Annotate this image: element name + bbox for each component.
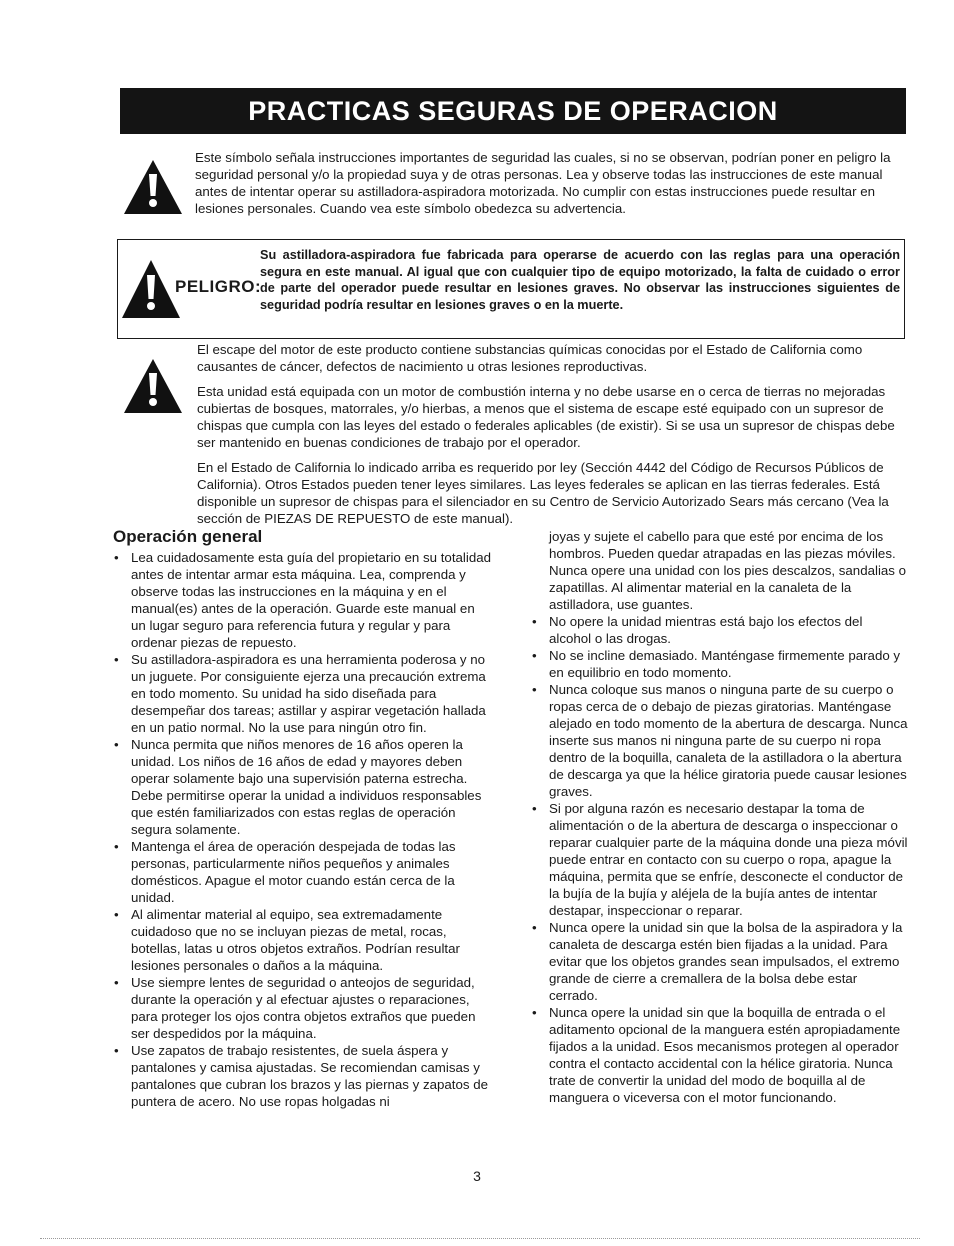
- california-paragraph-2: Esta unidad está equipada con un motor de combustión interna y no debe usarse en o cerca de tierras no mejoradas cubiertas de bosques, matorrales, y/o hierbas, a menos que el sistema de escape esté equipado con un supresor de chispas que cumpla con las leyes del estado o federales aplicables (de existir). Si se usa un supresor de chispas debe ser mantenido en buenas condiciones de trabajo por el operador.: [197, 384, 895, 450]
- list-item: • Su astilladora-aspiradora es una herramienta poderosa y no un juguete. Por consiguiente ejerza una precaución extrema en todo momento. Su unidad ha sido diseñada para desempeñar dos tareas; astillar y aspirar vegetación hallada en un patio normal. No la use para ningún otro fin.: [114, 651, 491, 736]
- list-item: • Si por alguna razón es necesario destapar la toma de alimentación o de la abertura de descarga o inspeccionar o reparar cualquier parte de la máquina donde una pieza móvil puede entrar en contacto con su cuerpo o ropa, apague la máquina, permita que se enfríe, desconecte el conductor de la bujía de la bujía y aléjela de la bujía antes de intentar destapar, inspeccionar o reparar.: [532, 800, 908, 919]
- list-item: • Al alimentar material al equipo, sea extremadamente cuidadoso que no se incluyan piezas de metal, rocas, botellas, latas u otros objetos extraños. Podrían resultar lesiones personales o daños a la máquina.: [114, 906, 491, 974]
- warning-triangle-icon: [120, 258, 182, 320]
- california-paragraph-3: En el Estado de California lo indicado arriba es requerido por ley (Sección 4442 del Código de Recursos Públicos de California). Otros Estados pueden tener leyes similares. Las leyes federales se aplican en las tierras federales. Está disponible un supresor de chispas para el silenciador en su Centro de Servicio Autorizado Sears más cercano (Vea la sección de PIEZAS DE REPUESTO de este manual).: [197, 460, 889, 526]
- page-title: PRACTICAS SEGURAS DE OPERACION: [248, 95, 778, 126]
- list-item: • No opere la unidad mientras está bajo los efectos del alcohol o las drogas.: [532, 613, 908, 647]
- california-paragraph-1: El escape del motor de este producto contiene substancias químicas conocidas por el Estado de California como causantes de cáncer, defectos de nacimiento u otras lesiones reproductivas.: [197, 342, 863, 374]
- page-number: 3: [473, 1168, 481, 1184]
- list-item: • Mantenga el área de operación despejada de todas las personas, particularmente niños pequeños y animales domésticos. Apague el motor cuando están cerca de la unidad.: [114, 838, 491, 906]
- warning-triangle-icon: [122, 158, 184, 216]
- list-item: • Nunca opere la unidad sin que la boquilla de entrada o el aditamento opcional de la manguera estén apropiadamente fijados a la unidad. Esos mecanismos protegen al operador contra el contacto accidental con la hélice giratoria. Nunca trate de convertir la unidad del modo de boquilla al de manguera o viceversa con el motor funcionando.: [532, 1004, 908, 1106]
- page-title-banner: [120, 88, 906, 134]
- left-bullet-list: [114, 549, 491, 1110]
- danger-notice-box: [117, 239, 905, 339]
- bottom-divider: [40, 1238, 920, 1239]
- list-item-continuation: joyas y sujete el cabello para que esté por encima de los hombros. Pueden quedar atrapadas en las piezas móviles. Nunca opere una unidad con los pies descalzos, sandalias o zapatillas. Al alimentar material en la canaleta de la astilladora, use guantes.: [549, 529, 907, 612]
- list-item: • Lea cuidadosamente esta guía del propietario en su totalidad antes de intentar armar esta máquina. Lea, comprenda y observe todas las instrucciones en la máquina y en el manual(es) antes de la operación. Guarde este manual en un lugar seguro para referencia futura y regular y para ordenar piezas de repuesto.: [114, 549, 491, 651]
- danger-text: Su astilladora-aspiradora fue fabricada para operarse de acuerdo con las reglas para una operación segura en este manual. Al igual que con cualquier tipo de equipo motorizado, la falta de cuidado o error de parte del operador puede resultar en lesiones graves. No observar las instrucciones siguientes de seguridad podría resultar en lesiones graves o en la muerte.: [260, 248, 900, 312]
- list-item: • Nunca opere la unidad sin que la bolsa de la aspiradora y la canaleta de descarga estén bien fijadas a la unidad. Para evitar que los objetos grandes sean impulsados, el extremo grande de cierre a cremallera de la bolsa debe estar cerrado.: [532, 919, 908, 1004]
- warning-triangle-icon: [122, 357, 184, 415]
- right-bullet-list: [532, 528, 908, 1106]
- list-item: • Use siempre lentes de seguridad o anteojos de seguridad, durante la operación y al efectuar ajustes o reparaciones, para proteger los ojos contra objetos extraños que pueden ser despedidos por la máquina.: [114, 974, 491, 1042]
- list-item: • Use zapatos de trabajo resistentes, de suela áspera y pantalones y camisa ajustadas. Se recomiendan camisas y pantalones que cubran los brazos y las piernas y zapatos de puntera de acero. No use ropas holgadas ni: [114, 1042, 491, 1110]
- list-item: • Nunca permita que niños menores de 16 años operen la unidad. Los niños de 16 años de edad y mayores deben operar solamente bajo una supervisión paterna estrecha. Debe permitirse operar la unidad a individuos responsables que estén familiarizados con estas reglas de operación segura solamente.: [114, 736, 491, 838]
- section-title: Operación general: [113, 527, 263, 546]
- intro-paragraph: Este símbolo señala instrucciones importantes de seguridad las cuales, si no se observan, podrían poner en peligro la seguridad personal y/o la propiedad suya y de otras personas. Lea y observe todas las instrucciones de este manual antes de intentar operar su astilladora-aspiradora motorizada. No cumplir con estas instrucciones puede resultar en lesiones personales. Cuando vea este símbolo obedezca su advertencia.: [195, 150, 891, 216]
- list-item: • No se incline demasiado. Manténgase firmemente parado y en equilibrio en todo momento.: [532, 647, 908, 681]
- list-item: • Nunca coloque sus manos o ninguna parte de su cuerpo o ropas cerca de o debajo de piezas giratorias. Manténgase alejado en todo momento de la abertura de descarga. Nunca inserte sus manos ni ninguna parte de su cuerpo ni ropa dentro de la boquilla, canaleta de la astilladora o la abertura de descarga ya que la hélice giratoria puede causar lesiones graves.: [532, 681, 908, 800]
- danger-label: PELIGRO:: [175, 277, 262, 296]
